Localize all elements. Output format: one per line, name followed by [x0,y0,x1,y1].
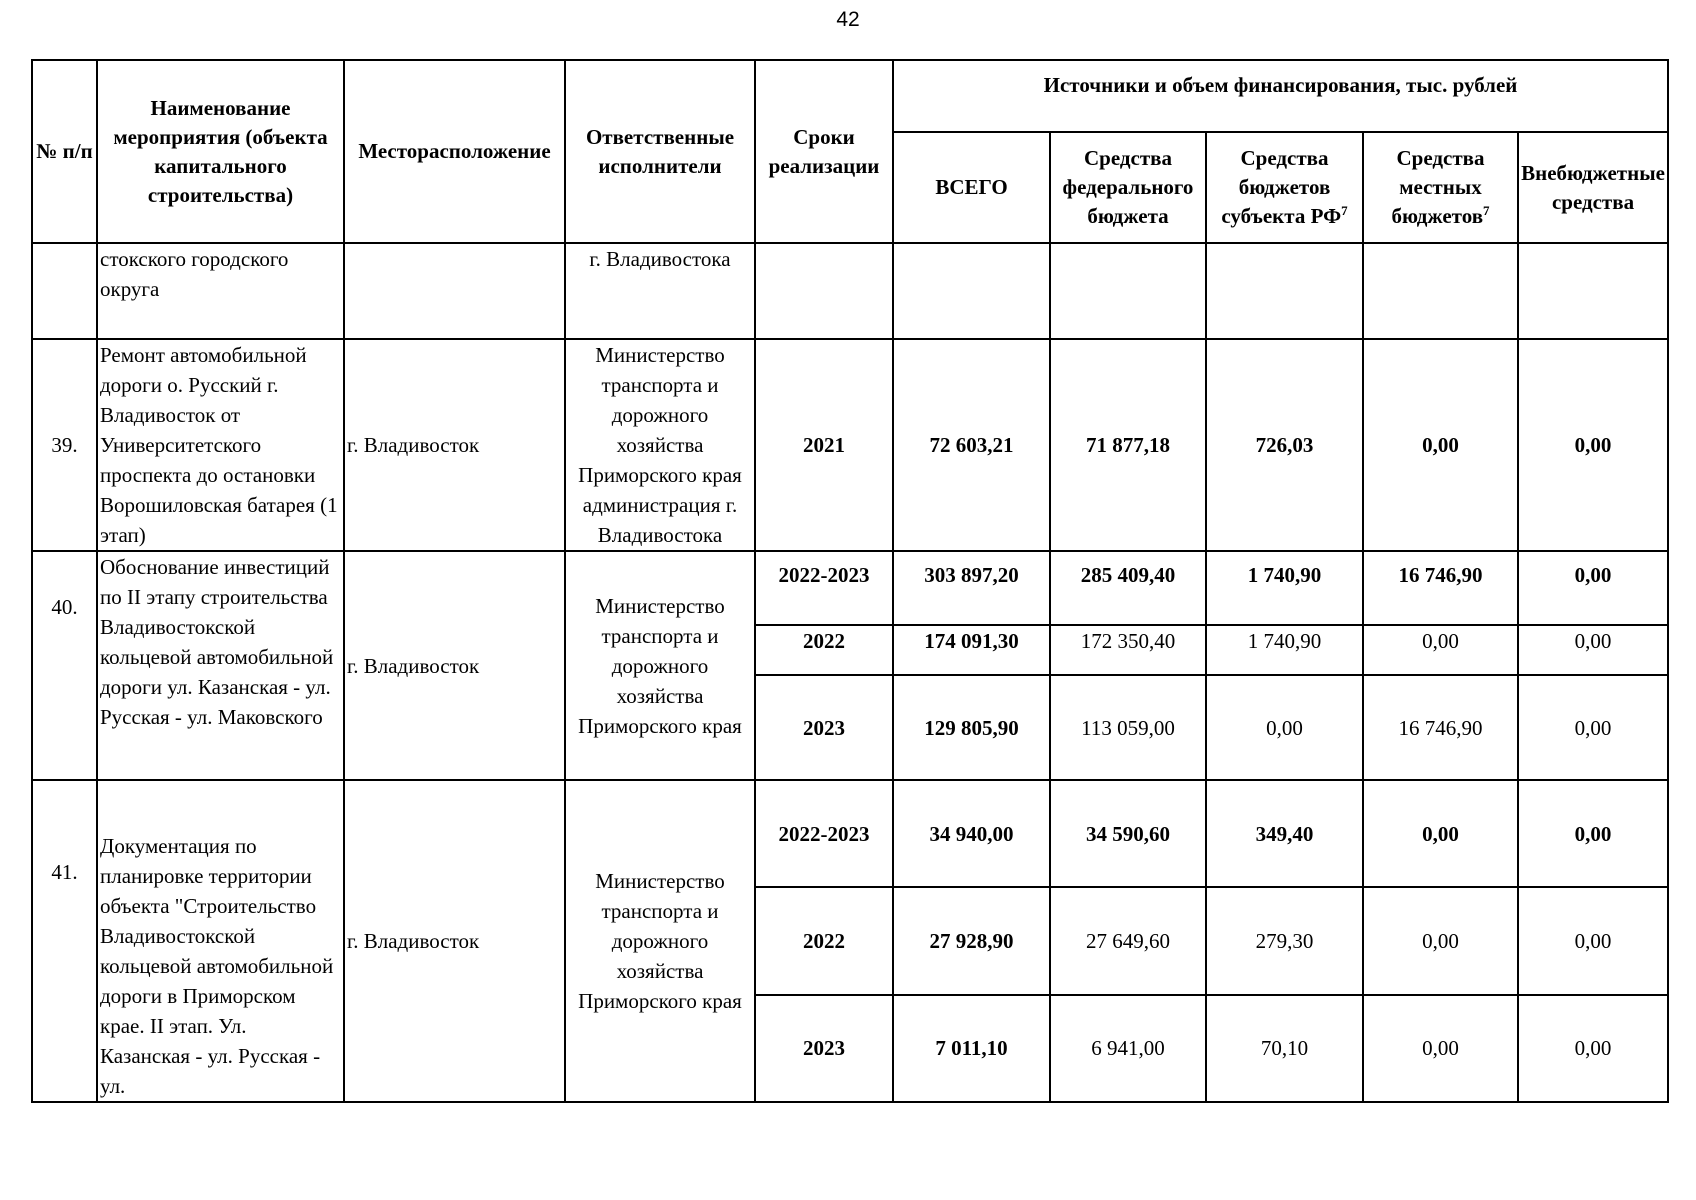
cell-period: 2023 [755,995,893,1102]
header-federal: Средства федерального бюджета [1050,132,1206,243]
cell-responsible: Министерство транспорта и дорожного хозяйства Приморского края [565,780,755,1102]
table-row-41-total [32,780,1668,887]
cell-location: г. Владивосток [344,551,565,780]
cell-regional: 726,03 [1206,339,1363,551]
cell-name: стокского городского округа [97,243,344,339]
cell-period: 2021 [755,339,893,551]
header-total: ВСЕГО [893,132,1050,243]
cell-name: Документация по планировке территории объекта "Строительство Владивостокской кольцевой автомобильной дороги в Приморском крае. II этап. Ул. Казанская - ул. Русская - ул. [97,780,344,1102]
cell-location: г. Владивосток [344,780,565,1102]
cell-period: 2022 [755,887,893,994]
cell-offbudget: 0,00 [1518,551,1668,625]
cell-regional: 279,30 [1206,887,1363,994]
cell-total: 27 928,90 [893,887,1050,994]
cell-regional: 0,00 [1206,675,1363,780]
cell-num: 41. [32,780,97,887]
cell-name: Ремонт автомобильной дороги о. Русский г. Владивосток от Университетского проспекта до остановки Ворошиловская батарея (1 этап) [97,339,344,551]
cell-period: 2022-2023 [755,780,893,887]
cell-federal: 172 350,40 [1050,625,1206,675]
header-name: Наименование мероприятия (объекта капитального строительства) [97,60,344,243]
cell-period: 2023 [755,675,893,780]
cell-local: 16 746,90 [1363,551,1518,625]
table-row-39 [32,339,1668,551]
page-number: 42 [836,8,860,31]
cell-offbudget: 0,00 [1518,995,1668,1102]
cell-federal: 71 877,18 [1050,339,1206,551]
cell-total: 72 603,21 [893,339,1050,551]
cell-offbudget: 0,00 [1518,887,1668,994]
cell-federal: 113 059,00 [1050,675,1206,780]
cell-period: 2022-2023 [755,551,893,625]
cell-period: 2022 [755,625,893,675]
header-regional: Средства бюджетов субъекта $РФ^7$ [1206,132,1363,243]
cell-regional: 70,10 [1206,995,1363,1102]
table-row-continuation [32,243,1668,339]
cell-regional: 1 740,90 [1206,625,1363,675]
cell-local: 0,00 [1363,339,1518,551]
header-period: Сроки реализации [755,60,893,243]
cell-total: 7 011,10 [893,995,1050,1102]
cell-local: 0,00 [1363,887,1518,994]
header-num: № п/п [32,60,97,243]
header-responsible: Ответственные исполнители [565,60,755,243]
cell-offbudget: 0,00 [1518,675,1668,780]
cell-total: 303 897,20 [893,551,1050,625]
cell-total: 34 940,00 [893,780,1050,887]
cell-total: 174 091,30 [893,625,1050,675]
cell-num: 40. [32,551,97,625]
cell-federal: 27 649,60 [1050,887,1206,994]
header-row-1 [32,60,1668,132]
cell-location: г. Владивосток [344,339,565,551]
cell-federal: 6 941,00 [1050,995,1206,1102]
header-location: Месторасположение [344,60,565,243]
cell-num: 39. [32,339,97,551]
cell-offbudget: 0,00 [1518,339,1668,551]
financing-table [31,59,1669,1103]
cell-local: 0,00 [1363,625,1518,675]
cell-total: 129 805,90 [893,675,1050,780]
cell-offbudget: 0,00 [1518,625,1668,675]
cell-name: Обоснование инвестиций по II этапу строительства Владивостокской кольцевой автомобильной дороги ул. Казанская - ул. Русская - ул. Маковского [97,551,344,780]
table-row-40-total [32,551,1668,625]
cell-federal: 285 409,40 [1050,551,1206,625]
cell-local: 0,00 [1363,780,1518,887]
header-offbudget: Внебюджетные средства [1518,132,1668,243]
cell-local: 16 746,90 [1363,675,1518,780]
header-local: Средства местных бюджетов$^7$ [1363,132,1518,243]
cell-offbudget: 0,00 [1518,780,1668,887]
cell-regional: 349,40 [1206,780,1363,887]
header-sources-group: Источники и объем финансирования, тыс. рублей [893,60,1668,132]
cell-responsible: Министерство транспорта и дорожного хозяйства Приморского края администрация г. Владивостока [565,339,755,551]
cell-responsible: Министерство транспорта и дорожного хозяйства Приморского края [565,551,755,780]
cell-regional: 1 740,90 [1206,551,1363,625]
cell-federal: 34 590,60 [1050,780,1206,887]
cell-local: 0,00 [1363,995,1518,1102]
cell-responsible: г. Владивостока [565,243,755,339]
